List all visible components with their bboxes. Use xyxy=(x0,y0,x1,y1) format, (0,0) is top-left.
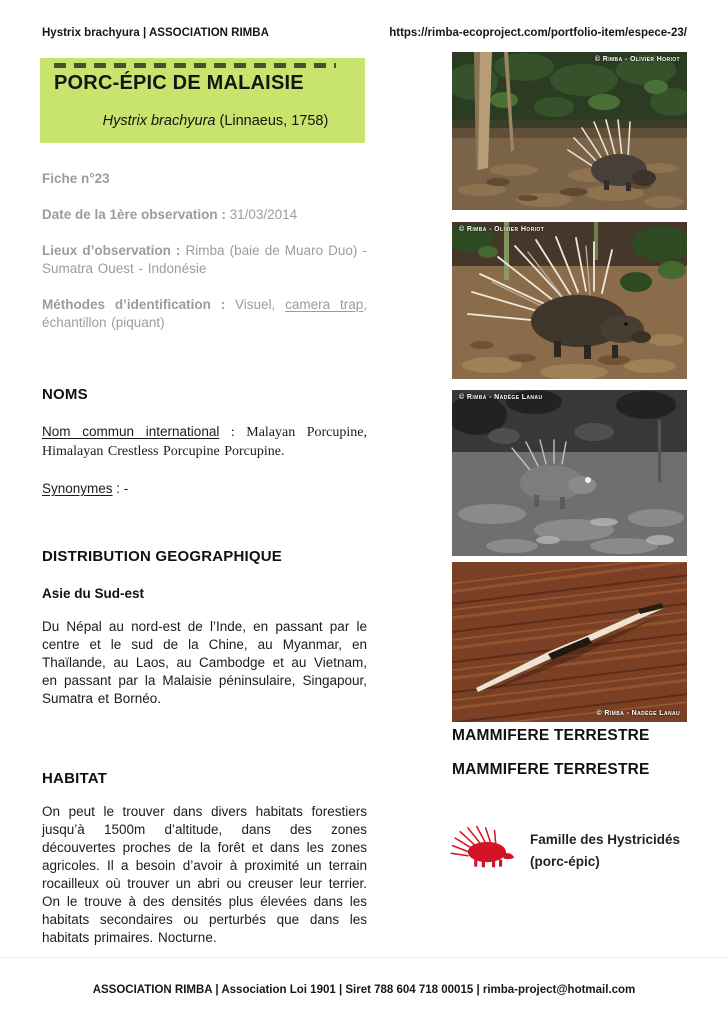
places-value: Rimba (baie de Muaro Duo) - Sumatra Ouest - Indonésie xyxy=(42,243,367,276)
photo-illustration xyxy=(452,562,687,722)
photo-credit: © Rimba - Olivier Horiot xyxy=(594,56,680,63)
clipped-title-fragment xyxy=(54,63,336,68)
common-name-value: : Malayan Porcupine, Himalayan Crestless Porcupine Porcupine. xyxy=(42,425,367,459)
section-heading-distribution: DISTRIBUTION GEOGRAPHIQUE xyxy=(42,548,283,565)
photo-porcupine-closeup xyxy=(452,222,687,379)
section-heading-noms: NOMS xyxy=(42,386,88,403)
camera-trap-link[interactable]: camera trap xyxy=(285,297,364,312)
synonyms-label: Synonymes xyxy=(42,481,113,496)
methods-value-2: , échantillon (piquant) xyxy=(42,297,368,330)
latin-name-author: (Linnaeus, 1758) xyxy=(215,113,329,129)
species-latin-name xyxy=(54,113,351,129)
family-line-1: Famille des Hystricidés xyxy=(530,832,681,847)
common-name-line xyxy=(42,423,367,461)
photo-illustration xyxy=(452,52,687,210)
first-observation-date xyxy=(42,206,367,224)
photo-credit: © Rimba - Olivier Horiot xyxy=(459,226,545,233)
methods-value-1: Visuel, xyxy=(225,297,286,312)
observation-places xyxy=(42,242,367,278)
header-title-text: Hystrix brachyura | ASSOCIATION RIMBA xyxy=(42,27,269,39)
family-line-2: (porc-épic) xyxy=(530,854,600,869)
habitat-paragraph: On peut le trouver dans divers habitats forestiers jusqu’à 1500m d’altitude, dans des zones découvertes proches de la forêt et dans les zones agricoles. Il a besoin d’avoir à proximité un terrain rocailleux où trouver un abri ou creuser leur terrier. On le trouve à des densités plus élevées dans les habitats secondaires ou perturbés que dans les habitats primaires. Nocturne. xyxy=(42,804,367,945)
photo-illustration xyxy=(452,390,687,556)
photo-porcupine-night xyxy=(452,390,687,556)
distribution-subheading: Asie du Sud-est xyxy=(42,586,145,601)
photo-illustration xyxy=(452,222,687,379)
porcupine-icon-shape xyxy=(450,824,520,869)
species-title: PORC-ÉPIC DE MALAISIE xyxy=(54,72,304,94)
synonyms-value: : - xyxy=(112,481,129,496)
family-label xyxy=(530,829,720,873)
page-header xyxy=(42,27,687,39)
page-footer: ASSOCIATION RIMBA | Association Loi 1901 | Siret 788 604 718 00015 | rimba-project@hotmail.com xyxy=(92,984,636,996)
photo-credit: © Rimba - Nadège Lanau xyxy=(596,710,680,717)
distribution-paragraph: Du Népal au nord-est de l’Inde, en passant par le centre et le sud de la Chine, au Myanmar, en Thaïlande, au Laos, au Cambodge et au Vietnam, en passant par la Malaisie péninsulaire, Singapour, Sumatra et Bornéo. xyxy=(42,619,367,706)
species-title-box xyxy=(40,58,365,143)
header-url: https://rimba-ecoproject.com/portfolio-item/espece-23/ xyxy=(389,27,687,39)
fiche-number: Fiche n°23 xyxy=(42,171,110,186)
classification-type-1: MAMMIFERE TERRESTRE xyxy=(452,727,650,744)
common-name-label: Nom commun international xyxy=(42,424,220,439)
classification-type-2: MAMMIFERE TERRESTRE xyxy=(452,761,650,778)
identification-methods xyxy=(42,296,367,332)
porcupine-icon xyxy=(450,824,520,870)
date-label: Date de la 1ère observation : xyxy=(42,207,226,222)
date-value: 31/03/2014 xyxy=(225,207,298,222)
photo-credit: © Rimba - Nadège Lanau xyxy=(459,394,543,401)
synonyms-line xyxy=(42,480,367,498)
latin-name-italic: Hystrix brachyura xyxy=(102,113,216,129)
places-label: Lieux d’observation : xyxy=(42,243,181,258)
methods-label: Méthodes d’identification : xyxy=(42,297,226,312)
photo-porcupine-daytime xyxy=(452,52,687,210)
section-heading-habitat: HABITAT xyxy=(42,770,107,787)
footer-divider xyxy=(0,957,728,958)
photo-porcupine-quill xyxy=(452,562,687,722)
